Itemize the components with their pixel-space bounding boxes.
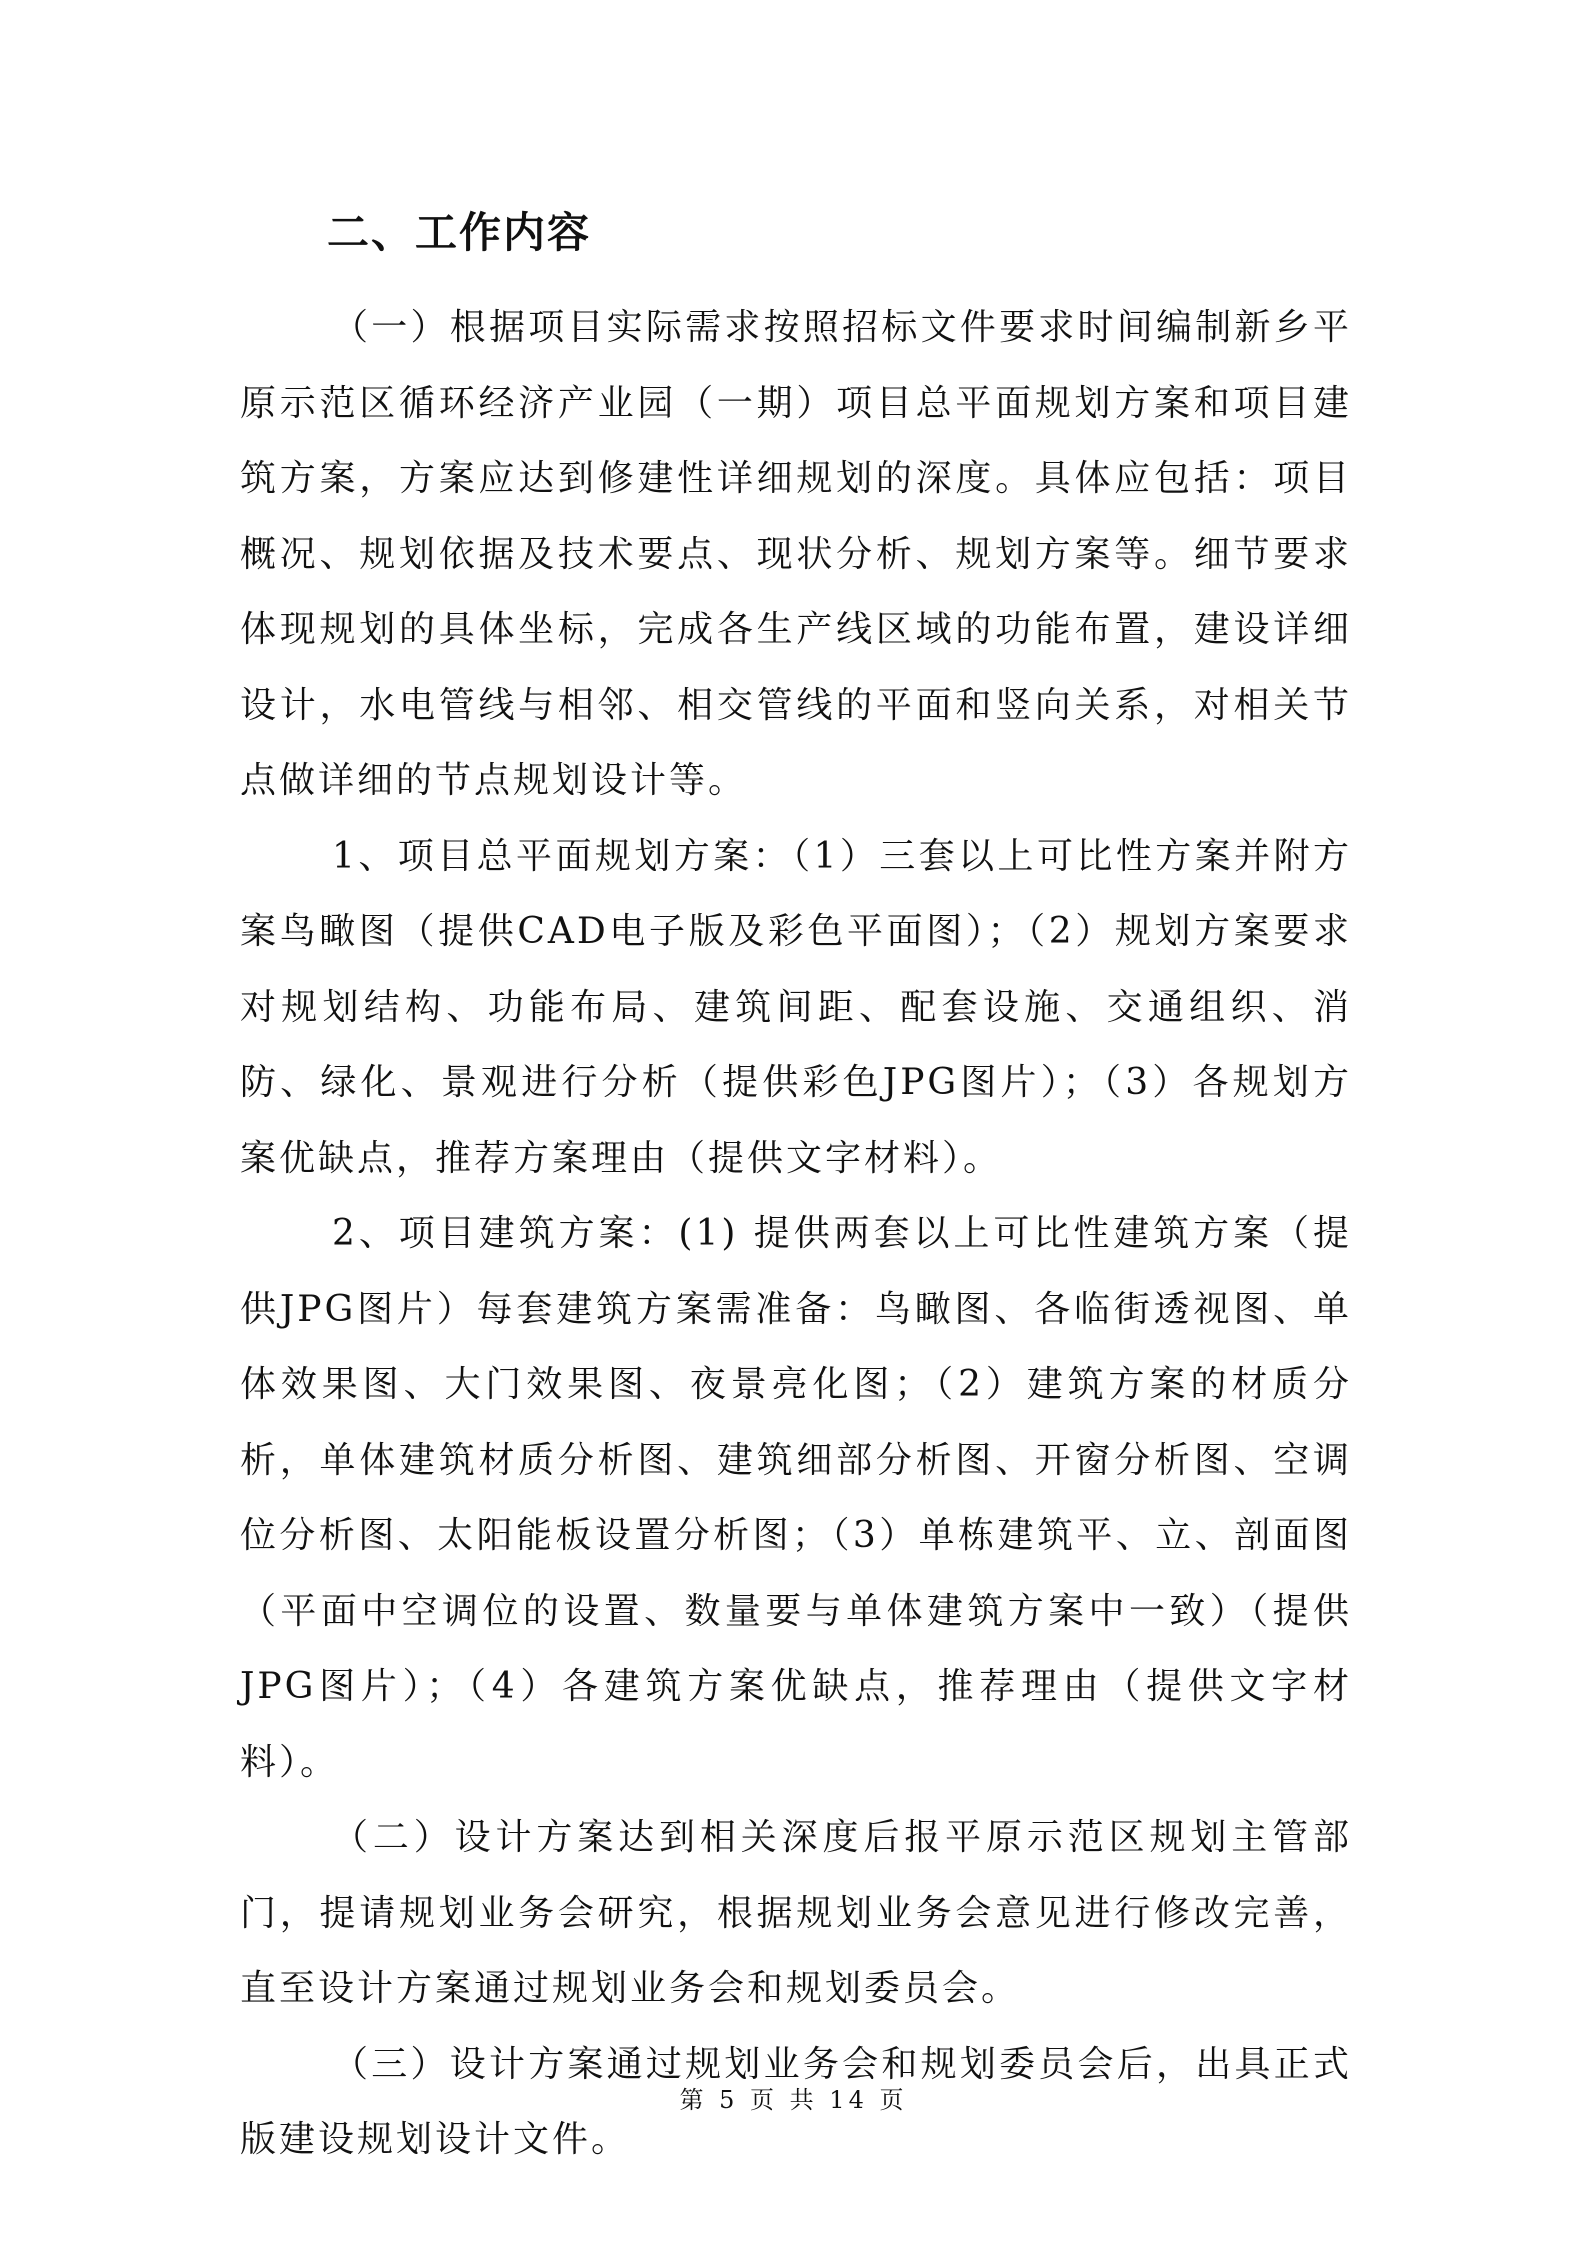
paragraph-1: （一）根据项目实际需求按照招标文件要求时间编制新乡平原示范区循环经济产业园（一期）项目总平面规划方案和项目建筑方案，方案应达到修建性详细规划的深度。具体应包括：项目概况、规划依据及技术要点、现状分析、规划方案等。细节要求体现规划的具体坐标，完成各生产线区域的功能布置，建设详细设计，水电管线与相邻、相交管线的平面和竖向关系，对相关节点做详细的节点规划设计等。 [240, 307, 1352, 801]
body-text [240, 290, 1352, 2178]
page-number-footer: 第 5 页 共 14 页 [679, 2086, 908, 2114]
paragraph-3: 2、项目建筑方案：(1) 提供两套以上可比性建筑方案（提供JPG图片）每套建筑方案需准备：鸟瞰图、各临街透视图、单体效果图、大门效果图、夜景亮化图；（2）建筑方案的材质分析，单体建筑材质分析图、建筑细部分析图、开窗分析图、空调位分析图、太阳能板设置分析图；（3）单栋建筑平、立、剖面图（平面中空调位的设置、数量要与单体建筑方案中一致）（提供JPG图片）；（4）各建筑方案优缺点，推荐理由（提供文字材料）。 [240, 1213, 1352, 1783]
paragraph-5: （三）设计方案通过规划业务会和规划委员会后，出具正式版建设规划设计文件。 [240, 2043, 1352, 2160]
paragraph-4: （二）设计方案达到相关深度后报平原示范区规划主管部门，提请规划业务会研究，根据规划业务会意见进行修改完善，直至设计方案通过规划业务会和规划委员会。 [240, 1817, 1352, 2009]
paragraph-2: 1、项目总平面规划方案：（1）三套以上可比性方案并附方案鸟瞰图（提供CAD电子版及彩色平面图）；（2）规划方案要求对规划结构、功能布局、建筑间距、配套设施、交通组织、消防、绿化、景观进行分析（提供彩色JPG图片）；（3）各规划方案优缺点，推荐方案理由（提供文字材料）。 [240, 835, 1352, 1179]
section-heading: 二、工作内容 [327, 208, 592, 257]
